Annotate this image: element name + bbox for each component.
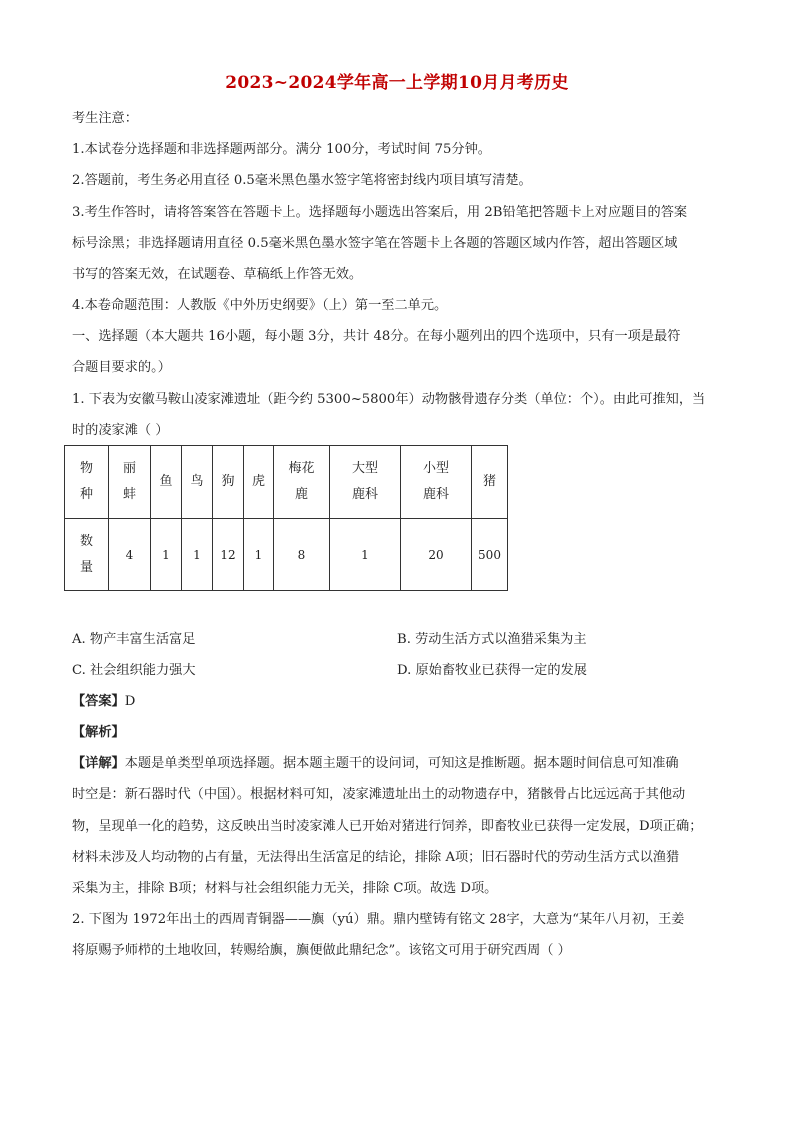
table-cell: 1 — [151, 519, 182, 591]
table-header-cell: 梅花 鹿 — [274, 446, 330, 519]
table-header-cell: 物 种 — [65, 446, 109, 519]
table-cell: 4 — [109, 519, 151, 591]
notice-item-3-line-1: 3.考生作答时，请将答案答在答题卡上。选择题每小题选出答案后，用 2B铅笔把答题卡上对应题目的答案 — [72, 205, 688, 220]
table-cell: 1 — [330, 519, 401, 591]
table-cell: 500 — [472, 519, 508, 591]
q1-detail-line-3: 物，呈现单一化的趋势，这反映出当时凌家滩人已开始对猪进行饲养，即畜牧业已获得一定发展，D项正确； — [72, 819, 703, 834]
animal-remains-table — [64, 445, 508, 591]
table-cell: 8 — [274, 519, 330, 591]
table-cell: 1 — [182, 519, 213, 591]
q1-option-a: A. 物产丰富生活富足 — [72, 632, 196, 647]
section-heading-line-2: 合题目要求的。） — [72, 360, 171, 375]
table-header-cell: 虎 — [244, 446, 274, 519]
table-row-label: 数 量 — [65, 519, 109, 591]
detail-text: 本题是单类型单项选择题。据本题主题干的设问词，可知这是推断题。据本题时间信息可知准确 — [124, 756, 679, 771]
q1-detail-line-5: 采集为主，排除 B项；材料与社会组织能力无关，排除 C项。故选 D项。 — [72, 881, 498, 896]
table-header-cell: 鸟 — [182, 446, 213, 519]
q1-option-b: B. 劳动生活方式以渔猎采集为主 — [397, 632, 587, 647]
notice-item-2: 2.答题前，考生务必用直径 0.5毫米黑色墨水签字笔将密封线内项目填写清楚。 — [72, 173, 532, 188]
table-header-cell: 小型 鹿科 — [401, 446, 472, 519]
exam-title: 2023~2024学年高一上学期10月月考历史 — [225, 73, 569, 93]
answer-value: D — [124, 694, 136, 709]
notice-item-3-line-3: 书写的答案无效，在试题卷、草稿纸上作答无效。 — [72, 267, 363, 282]
table-header-row — [65, 446, 508, 519]
table-header-cell: 大型 鹿科 — [330, 446, 401, 519]
q1-analysis — [72, 723, 125, 743]
table-count-row — [65, 519, 508, 591]
answer-label: 【答案】 — [72, 694, 125, 709]
q1-option-c: C. 社会组织能力强大 — [72, 663, 196, 678]
table-header-cell: 狗 — [213, 446, 244, 519]
detail-label: 【详解】 — [72, 756, 125, 771]
notice-item-1: 1.本试卷分选择题和非选择题两部分。满分 100分，考试时间 75分钟。 — [72, 142, 491, 157]
notice-heading: 考生注意： — [72, 111, 138, 126]
table-header-cell: 丽 蚌 — [109, 446, 151, 519]
q1-detail-line-2: 时空是：新石器时代（中国）。根据材料可知，凌家滩遗址出土的动物遗存中，猪骸骨占比远远高于其他动 — [72, 787, 686, 802]
q1-detail-line-1 — [72, 754, 679, 774]
table-cell: 1 — [244, 519, 274, 591]
section-heading-line-1: 一、选择题（本大题共 16小题，每小题 3分，共计 48分。在每小题列出的四个选项中，只有一项是最符 — [72, 329, 681, 344]
q1-detail-line-4: 材料未涉及人均动物的占有量，无法得出生活富足的结论，排除 A项；旧石器时代的劳动生活方式以渔猎 — [72, 850, 680, 865]
q2-stem-line-2: 将原赐予师栉的土地收回，转赐给旟，旟便做此鼎纪念”。该铭文可用于研究西周（ ） — [72, 943, 571, 958]
q1-answer — [72, 692, 135, 712]
notice-item-4: 4.本卷命题范围：人教版《中外历史纲要》（上）第一至二单元。 — [72, 298, 448, 313]
q1-stem-line-2: 时的凌家滩（ ） — [72, 423, 169, 438]
q1-stem-line-1: 1. 下表为安徽马鞍山凌家滩遗址（距今约 5300~5800年）动物骸骨遗存分类（单位：个）。由此可推知，当 — [72, 392, 706, 407]
q1-option-d: D. 原始畜牧业已获得一定的发展 — [397, 663, 587, 678]
table-header-cell: 鱼 — [151, 446, 182, 519]
table-header-cell: 猪 — [472, 446, 508, 519]
table-cell: 20 — [401, 519, 472, 591]
q2-stem-line-1: 2. 下图为 1972年出土的西周青铜器——旟（yú）鼎。鼎内壁铸有铭文 28字，大意为“某年八月初，王姜 — [72, 912, 685, 927]
table-cell: 12 — [213, 519, 244, 591]
notice-item-3-line-2: 标号涂黑；非选择题请用直径 0.5毫米黑色墨水签字笔在答题卡上各题的答题区域内作答，超出答题区域 — [72, 236, 678, 251]
analysis-label: 【解析】 — [72, 725, 125, 740]
